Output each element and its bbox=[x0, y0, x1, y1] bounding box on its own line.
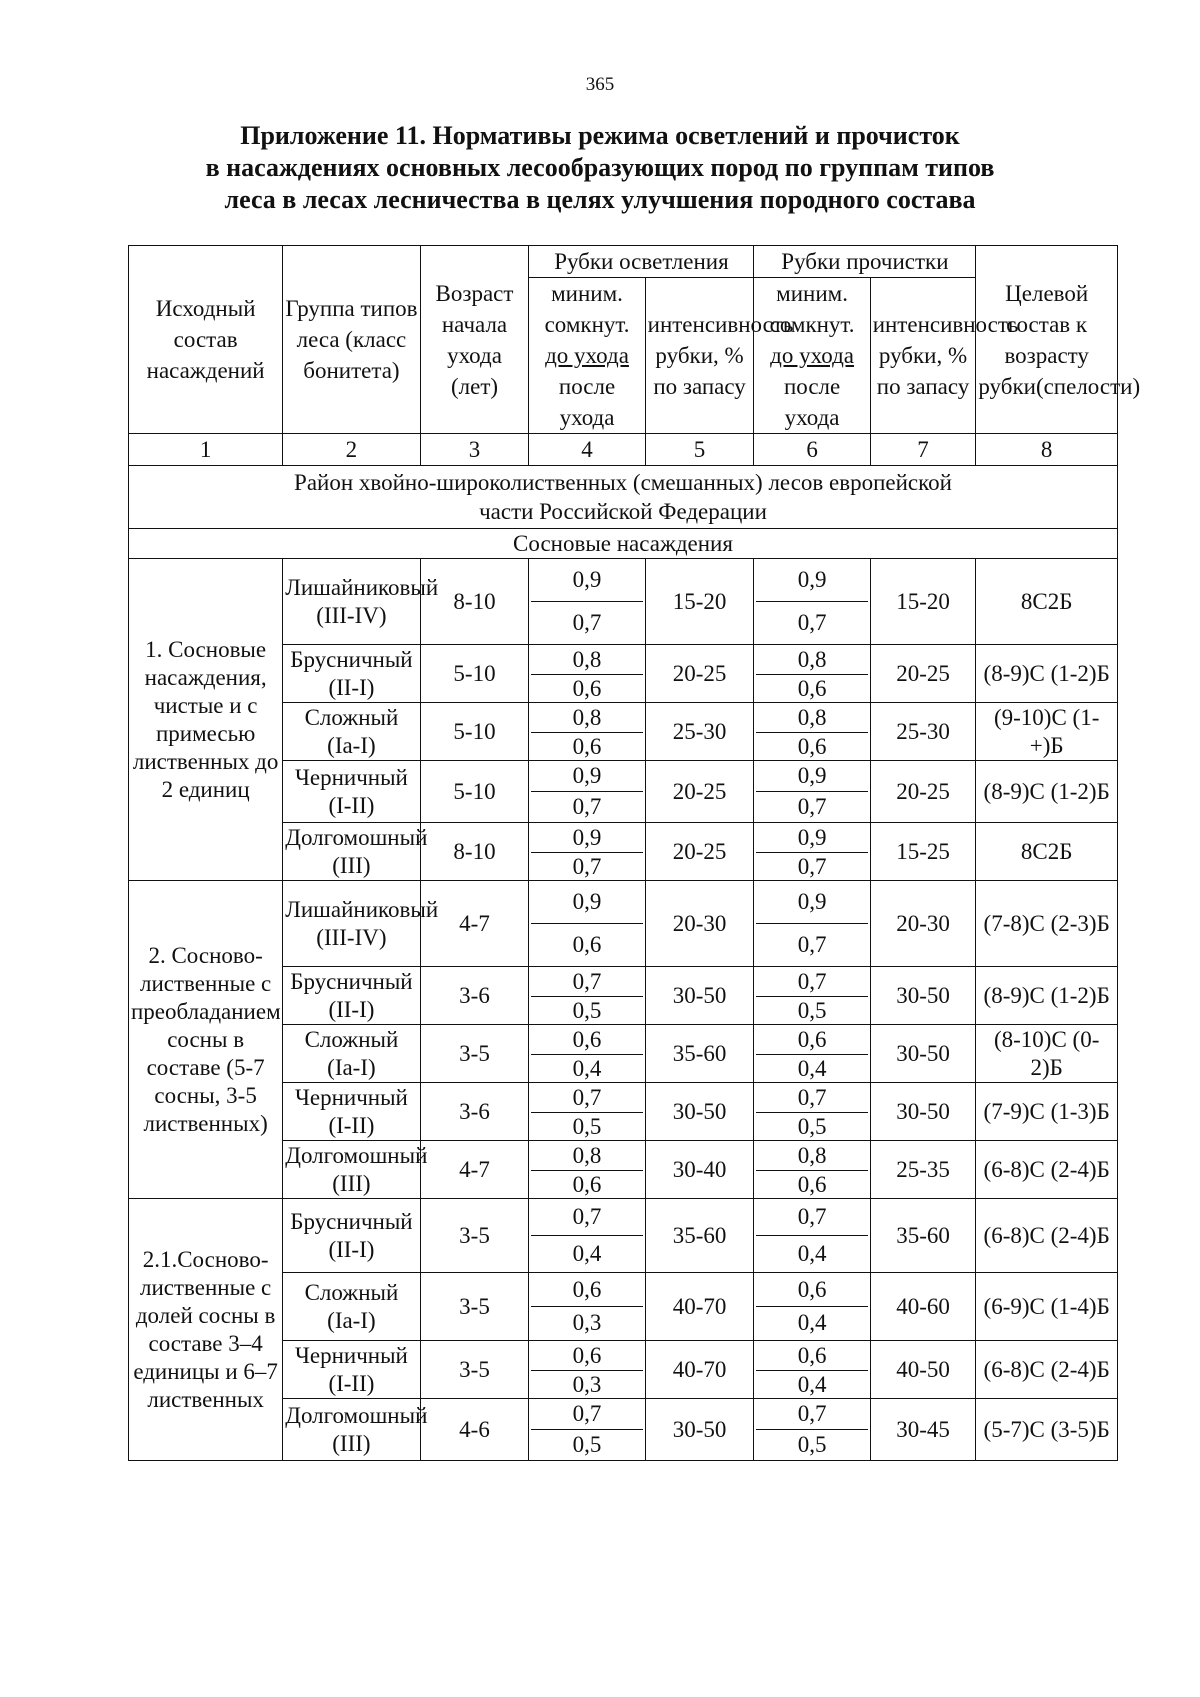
prochistki-intensity-cell: 15-25 bbox=[870, 823, 976, 881]
forest-type-cell: Долгомошный (III) bbox=[283, 1399, 420, 1461]
osvetlenie-closure-cell bbox=[529, 703, 645, 761]
prochistki-closure-cell bbox=[754, 1399, 870, 1461]
osvetlenie-closure-cell bbox=[529, 1399, 645, 1461]
header-forest-type-group: Группа типов леса (класс бонитета) bbox=[283, 246, 420, 434]
closure-after-value: 0,6 bbox=[797, 733, 827, 759]
target-composition-cell: (5-7)С (3-5)Б bbox=[976, 1399, 1118, 1461]
forest-type-cell: Черничный (I-II) bbox=[283, 1341, 420, 1399]
header-prochistki-closure bbox=[754, 278, 870, 434]
start-age-cell: 4-7 bbox=[420, 1141, 529, 1199]
column-number: 5 bbox=[645, 434, 754, 466]
prochistki-closure-cell bbox=[754, 1273, 870, 1341]
prochistki-intensity-cell: 20-30 bbox=[870, 881, 976, 967]
closure-after-value: 0,5 bbox=[797, 997, 827, 1023]
closure-after-value: 0,7 bbox=[572, 853, 602, 879]
closure-after-value: 0,4 bbox=[572, 1055, 602, 1081]
prochistki-closure-cell bbox=[754, 1083, 870, 1141]
closure-after-label: после ухода bbox=[558, 374, 616, 430]
osvetlenie-intensity-cell: 30-50 bbox=[645, 1083, 754, 1141]
closure-before-value: 0,9 bbox=[531, 762, 642, 793]
osvetlenie-intensity-cell: 25-30 bbox=[645, 703, 754, 761]
forest-type-cell: Долгомошный (III) bbox=[283, 823, 420, 881]
title-line: в насаждениях основных лесообразующих пород по группам типов bbox=[205, 153, 995, 182]
prochistki-intensity-cell: 40-50 bbox=[870, 1341, 976, 1399]
header-initial-composition: Исходный состав насаждений bbox=[129, 246, 283, 434]
closure-after-value: 0,7 bbox=[797, 931, 827, 957]
closure-before-value: 0,8 bbox=[531, 646, 642, 675]
target-composition-cell: (8-10)С (0-2)Б bbox=[976, 1025, 1118, 1083]
column-numbers-row bbox=[129, 434, 1118, 466]
prochistki-closure-cell bbox=[754, 1199, 870, 1273]
closure-after-value: 0,7 bbox=[797, 609, 827, 635]
start-age-cell: 3-6 bbox=[420, 1083, 529, 1141]
closure-before-value: 0,6 bbox=[756, 1026, 867, 1055]
forest-type-cell: Сложный (Iа-I) bbox=[283, 1273, 420, 1341]
start-age-cell: 5-10 bbox=[420, 645, 529, 703]
closure-after-value: 0,7 bbox=[797, 793, 827, 819]
closure-after-value: 0,4 bbox=[797, 1310, 827, 1336]
prochistki-closure-cell bbox=[754, 559, 870, 645]
forest-type-cell: Брусничный (II-I) bbox=[283, 645, 420, 703]
closure-before-label: до ухода bbox=[545, 343, 629, 368]
prochistki-intensity-cell: 25-35 bbox=[870, 1141, 976, 1199]
forest-type-cell: Черничный (I-II) bbox=[283, 1083, 420, 1141]
osvetlenie-closure-cell bbox=[529, 881, 645, 967]
subregion-row bbox=[129, 529, 1118, 559]
column-number: 6 bbox=[754, 434, 870, 466]
column-number: 4 bbox=[529, 434, 645, 466]
osvetlenie-intensity-cell: 35-60 bbox=[645, 1025, 754, 1083]
start-age-cell: 5-10 bbox=[420, 761, 529, 823]
closure-before-value: 0,6 bbox=[531, 1274, 642, 1308]
closure-before-value: 0,8 bbox=[531, 704, 642, 733]
header-osvetlenie: Рубки осветления bbox=[529, 246, 754, 278]
osvetlenie-intensity-cell: 40-70 bbox=[645, 1273, 754, 1341]
header-row bbox=[129, 246, 1118, 278]
prochistki-intensity-cell: 30-50 bbox=[870, 1083, 976, 1141]
closure-after-value: 0,4 bbox=[797, 1055, 827, 1081]
osvetlenie-intensity-cell: 30-50 bbox=[645, 1399, 754, 1461]
closure-after-label: после ухода bbox=[783, 374, 841, 430]
osvetlenie-closure-cell bbox=[529, 1083, 645, 1141]
closure-before-value: 0,7 bbox=[531, 1200, 642, 1237]
subregion-title: Сосновые насаждения bbox=[129, 529, 1118, 559]
column-number: 7 bbox=[870, 434, 976, 466]
start-age-cell: 3-5 bbox=[420, 1025, 529, 1083]
prochistki-closure-cell bbox=[754, 1025, 870, 1083]
prochistki-closure-cell bbox=[754, 881, 870, 967]
initial-composition-cell: 2.1.Сосново-лиственные с долей сосны в составе 3–4 единицы и 6–7 лиственных bbox=[129, 1199, 283, 1461]
prochistki-intensity-cell: 15-20 bbox=[870, 559, 976, 645]
osvetlenie-intensity-cell: 35-60 bbox=[645, 1199, 754, 1273]
start-age-cell: 4-7 bbox=[420, 881, 529, 967]
target-composition-cell: (8-9)С (1-2)Б bbox=[976, 967, 1118, 1025]
prochistki-intensity-cell: 25-30 bbox=[870, 703, 976, 761]
closure-after-value: 0,5 bbox=[572, 1431, 602, 1457]
osvetlenie-closure-cell bbox=[529, 1141, 645, 1199]
title-line: леса в лесах лесничества в целях улучшения породного состава bbox=[224, 185, 976, 214]
prochistki-intensity-cell: 30-45 bbox=[870, 1399, 976, 1461]
osvetlenie-closure-cell bbox=[529, 645, 645, 703]
column-number: 8 bbox=[976, 434, 1118, 466]
target-composition-cell: 8С2Б bbox=[976, 823, 1118, 881]
norms-table bbox=[128, 245, 1141, 1461]
header-osvetlenie-closure bbox=[529, 278, 645, 434]
osvetlenie-intensity-cell: 20-25 bbox=[645, 761, 754, 823]
prochistki-intensity-cell: 20-25 bbox=[870, 645, 976, 703]
closure-after-value: 0,3 bbox=[572, 1371, 602, 1397]
closure-after-value: 0,3 bbox=[572, 1310, 602, 1336]
closure-after-value: 0,5 bbox=[797, 1113, 827, 1139]
header-prochistki-intensity: интенсивность рубки, % по запасу bbox=[870, 278, 976, 434]
column-number: 3 bbox=[420, 434, 529, 466]
start-age-cell: 3-5 bbox=[420, 1341, 529, 1399]
start-age-cell: 8-10 bbox=[420, 823, 529, 881]
prochistki-closure-cell bbox=[754, 703, 870, 761]
target-composition-cell: (6-9)С (1-4)Б bbox=[976, 1273, 1118, 1341]
osvetlenie-closure-cell bbox=[529, 559, 645, 645]
closure-before-value: 0,9 bbox=[531, 560, 642, 603]
closure-before-value: 0,7 bbox=[531, 968, 642, 997]
closure-before-value: 0,6 bbox=[531, 1026, 642, 1055]
closure-after-value: 0,5 bbox=[797, 1431, 827, 1457]
target-composition-cell: (7-9)С (1-3)Б bbox=[976, 1083, 1118, 1141]
closure-label: миним. сомкнут. bbox=[544, 281, 630, 337]
forest-type-cell: Брусничный (II-I) bbox=[283, 967, 420, 1025]
osvetlenie-closure-cell bbox=[529, 967, 645, 1025]
closure-after-value: 0,4 bbox=[797, 1240, 827, 1266]
closure-before-value: 0,7 bbox=[756, 968, 867, 997]
prochistki-closure-cell bbox=[754, 761, 870, 823]
start-age-cell: 5-10 bbox=[420, 703, 529, 761]
forest-type-cell: Лишайниковый (III-IV) bbox=[283, 881, 420, 967]
closure-before-label: до ухода bbox=[770, 343, 854, 368]
prochistki-intensity-cell: 20-25 bbox=[870, 761, 976, 823]
start-age-cell: 3-5 bbox=[420, 1199, 529, 1273]
osvetlenie-intensity-cell: 40-70 bbox=[645, 1341, 754, 1399]
closure-before-value: 0,8 bbox=[531, 1142, 642, 1171]
osvetlenie-intensity-cell: 20-25 bbox=[645, 823, 754, 881]
target-composition-cell: (8-9)С (1-2)Б bbox=[976, 645, 1118, 703]
closure-before-value: 0,8 bbox=[756, 704, 867, 733]
target-composition-cell: (6-8)С (2-4)Б bbox=[976, 1341, 1118, 1399]
forest-type-cell: Черничный (I-II) bbox=[283, 761, 420, 823]
target-composition-cell: (9-10)С (1-+)Б bbox=[976, 703, 1118, 761]
closure-before-value: 0,9 bbox=[756, 762, 867, 793]
closure-before-value: 0,7 bbox=[756, 1084, 867, 1113]
osvetlenie-closure-cell bbox=[529, 1341, 645, 1399]
region-title: Район хвойно-широколиственных (смешанных) лесов европейской части Российской Федерации bbox=[129, 466, 1118, 529]
closure-before-value: 0,8 bbox=[756, 646, 867, 675]
closure-after-value: 0,5 bbox=[572, 1113, 602, 1139]
closure-before-value: 0,9 bbox=[756, 882, 867, 925]
header-target-composition: Целевой состав к возрасту рубки(спелости) bbox=[976, 246, 1118, 434]
target-composition-cell: (7-8)С (2-3)Б bbox=[976, 881, 1118, 967]
forest-type-cell: Лишайниковый (III-IV) bbox=[283, 559, 420, 645]
target-composition-cell: (8-9)С (1-2)Б bbox=[976, 761, 1118, 823]
closure-label: миним. сомкнут. bbox=[769, 281, 855, 337]
target-composition-cell: 8С2Б bbox=[976, 559, 1118, 645]
prochistki-closure-cell bbox=[754, 967, 870, 1025]
closure-after-value: 0,5 bbox=[572, 997, 602, 1023]
closure-after-value: 0,7 bbox=[797, 853, 827, 879]
table-row bbox=[129, 1199, 1118, 1273]
forest-type-cell: Сложный (Iа-I) bbox=[283, 1025, 420, 1083]
closure-before-value: 0,9 bbox=[756, 560, 867, 603]
initial-composition-cell: 2. Сосново-лиственные с преобладанием сосны в составе (5-7 сосны, 3-5 лиственных) bbox=[129, 881, 283, 1199]
closure-before-value: 0,6 bbox=[756, 1342, 867, 1371]
start-age-cell: 3-6 bbox=[420, 967, 529, 1025]
header-prochistki: Рубки прочистки bbox=[754, 246, 976, 278]
closure-before-value: 0,6 bbox=[756, 1274, 867, 1308]
initial-composition-cell: 1. Сосновые насаждения, чистые и с примесью лиственных до 2 единиц bbox=[129, 559, 283, 881]
osvetlenie-closure-cell bbox=[529, 1199, 645, 1273]
closure-before-value: 0,7 bbox=[531, 1400, 642, 1431]
closure-before-value: 0,9 bbox=[756, 824, 867, 853]
osvetlenie-closure-cell bbox=[529, 1025, 645, 1083]
table-row bbox=[129, 559, 1118, 645]
prochistki-closure-cell bbox=[754, 823, 870, 881]
prochistki-intensity-cell: 30-50 bbox=[870, 967, 976, 1025]
prochistki-closure-cell bbox=[754, 1141, 870, 1199]
prochistki-intensity-cell: 40-60 bbox=[870, 1273, 976, 1341]
closure-after-value: 0,7 bbox=[572, 609, 602, 635]
osvetlenie-intensity-cell: 30-50 bbox=[645, 967, 754, 1025]
closure-before-value: 0,8 bbox=[756, 1142, 867, 1171]
column-number: 1 bbox=[129, 434, 283, 466]
start-age-cell: 3-5 bbox=[420, 1273, 529, 1341]
prochistki-closure-cell bbox=[754, 645, 870, 703]
forest-type-cell: Долгомошный (III) bbox=[283, 1141, 420, 1199]
closure-after-value: 0,4 bbox=[572, 1240, 602, 1266]
prochistki-intensity-cell: 35-60 bbox=[870, 1199, 976, 1273]
closure-after-value: 0,6 bbox=[797, 1171, 827, 1197]
document-title bbox=[100, 120, 1100, 216]
start-age-cell: 8-10 bbox=[420, 559, 529, 645]
closure-before-value: 0,7 bbox=[756, 1400, 867, 1431]
target-composition-cell: (6-8)С (2-4)Б bbox=[976, 1199, 1118, 1273]
column-number: 2 bbox=[283, 434, 420, 466]
start-age-cell: 4-6 bbox=[420, 1399, 529, 1461]
closure-before-value: 0,9 bbox=[531, 882, 642, 925]
prochistki-closure-cell bbox=[754, 1341, 870, 1399]
closure-before-value: 0,6 bbox=[531, 1342, 642, 1371]
closure-after-value: 0,6 bbox=[797, 675, 827, 701]
closure-after-value: 0,6 bbox=[572, 931, 602, 957]
forest-type-cell: Брусничный (II-I) bbox=[283, 1199, 420, 1273]
forest-type-cell: Сложный (Iа-I) bbox=[283, 703, 420, 761]
header-osvetlenie-intensity: интенсивность рубки, % по запасу bbox=[645, 278, 754, 434]
closure-before-value: 0,7 bbox=[531, 1084, 642, 1113]
closure-before-value: 0,9 bbox=[531, 824, 642, 853]
osvetlenie-intensity-cell: 20-30 bbox=[645, 881, 754, 967]
closure-before-value: 0,7 bbox=[756, 1200, 867, 1237]
page-number: 365 bbox=[585, 74, 615, 95]
target-composition-cell: (6-8)С (2-4)Б bbox=[976, 1141, 1118, 1199]
table-row bbox=[129, 881, 1118, 967]
header-start-age: Возраст начала ухода (лет) bbox=[420, 246, 529, 434]
prochistki-intensity-cell: 30-50 bbox=[870, 1025, 976, 1083]
osvetlenie-closure-cell bbox=[529, 1273, 645, 1341]
osvetlenie-intensity-cell: 20-25 bbox=[645, 645, 754, 703]
osvetlenie-closure-cell bbox=[529, 761, 645, 823]
closure-after-value: 0,6 bbox=[572, 733, 602, 759]
closure-after-value: 0,6 bbox=[572, 1171, 602, 1197]
osvetlenie-intensity-cell: 30-40 bbox=[645, 1141, 754, 1199]
title-line: Приложение 11. Нормативы режима осветлений и прочисток bbox=[240, 121, 960, 150]
closure-after-value: 0,6 bbox=[572, 675, 602, 701]
closure-after-value: 0,7 bbox=[572, 793, 602, 819]
osvetlenie-closure-cell bbox=[529, 823, 645, 881]
osvetlenie-intensity-cell: 15-20 bbox=[645, 559, 754, 645]
closure-after-value: 0,4 bbox=[797, 1371, 827, 1397]
region-row bbox=[129, 466, 1118, 529]
